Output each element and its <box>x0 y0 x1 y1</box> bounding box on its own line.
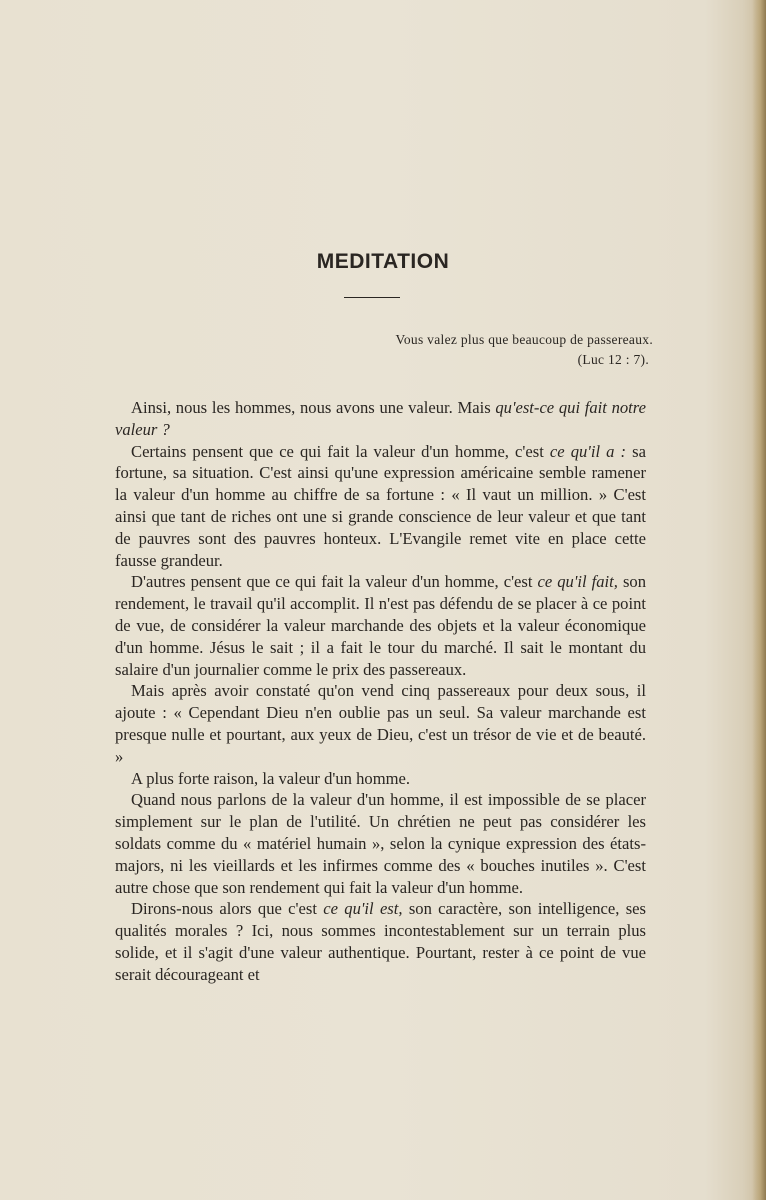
paragraph <box>115 571 646 680</box>
text-run: son caractère, son intelligence, ses qualités morales ? Ici, nous sommes incontestablement sur un terrain plus solide, et il s'agit d'une valeur authentique. Pourtant, rester à ce point de vue serait décourageant et <box>115 899 646 984</box>
text-run: D'autres pensent que ce qui fait la valeur d'un homme, c'est <box>131 572 538 592</box>
paragraph <box>115 441 646 572</box>
paragraph <box>115 397 646 441</box>
epigraph-quote: Vous valez plus que beaucoup de passereaux. <box>395 332 653 347</box>
italic-phrase: ce qu'il fait, <box>537 572 618 592</box>
text-run: Mais après avoir constaté qu'on vend cinq passereaux pour deux sous, il ajoute : « Cependant Dieu n'en oublie pas un seul. Sa valeur marchande est presque nulle et pourtant, aux yeux de Dieu, c'est un trésor de vie et de beauté. » <box>115 681 646 766</box>
epigraph <box>308 330 653 370</box>
text-run: Quand nous parlons de la valeur d'un homme, il est impossible de se placer simplement sur le plan de l'utilité. Un chrétien ne peut pas considérer les soldats comme du « matériel humain », selon la cynique expression des états-majors, ni les vieillards et les infirmes comme des « bouches inutiles ». C'est autre chose que son rendement qui fait la valeur d'un homme. <box>115 790 646 897</box>
paragraph <box>115 789 646 898</box>
page-edge-shadow <box>752 0 766 1200</box>
text-run: son rendement, le travail qu'il accomplit. Il n'est pas défendu de se placer à ce point de vue, de considérer la valeur marchande des objets et la valeur économique d'un homme. Jésus le sait ; il a fait le tour du marché. Il sait le montant du salaire d'un journalier comme le prix des passereaux. <box>115 572 646 679</box>
paragraph <box>115 768 646 790</box>
epigraph-reference: (Luc 12 : 7). <box>577 352 649 367</box>
italic-phrase: ce qu'il est, <box>323 899 403 919</box>
text-run: A plus forte raison, la valeur d'un homme. <box>131 768 411 788</box>
page-title: MEDITATION <box>316 250 450 273</box>
italic-phrase: ce qu'il a : <box>549 441 627 461</box>
text-run: Ainsi, nous les hommes, nous avons une valeur. Mais <box>131 398 496 417</box>
text-run: Dirons-nous alors que c'est <box>131 899 324 919</box>
title-rule <box>344 297 400 298</box>
body-text <box>115 397 646 986</box>
italic-phrase: qu'est-ce qui fait notre valeur ? <box>115 398 646 439</box>
text-run: sa fortune, sa situation. C'est ainsi qu'une expression américaine semble ramener la valeur d'un homme au chiffre de sa fortune : « Il vaut un million. » C'est ainsi que tant de riches ont une si grande conscience de leur valeur et que tant de pauvres sont des pauvres honteux. L'Evangile remet vite en place cette fausse grandeur. <box>115 441 646 570</box>
paragraph <box>115 898 646 985</box>
text-run: Certains pensent que ce qui fait la valeur d'un homme, c'est <box>131 441 550 461</box>
paragraph <box>115 680 646 767</box>
